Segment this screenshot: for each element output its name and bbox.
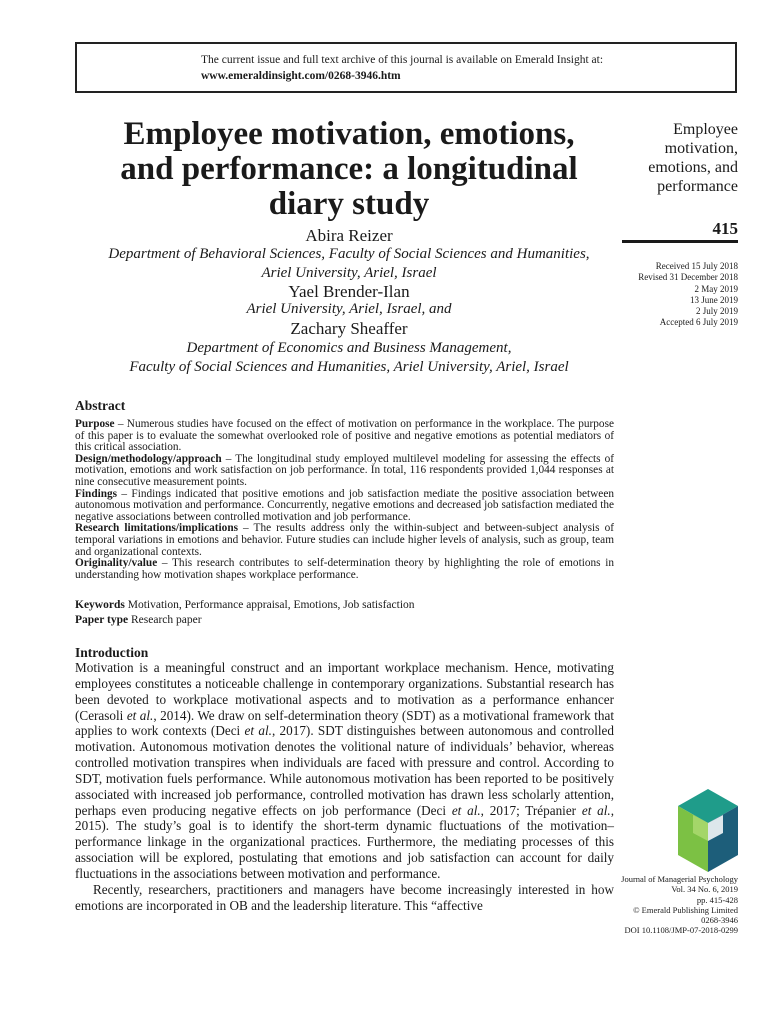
paper-type: Paper type Research paper [75, 614, 202, 626]
author-affiliation: Department of Economics and Business Management, Faculty of Social Sciences and Humanities, Ariel University, Ariel, Israel [129, 340, 569, 375]
abstract-limitations: Research limitations/implications – The results address only the within-subject and between-subject analysis of temporal variations in emotions and behavior. Future studies can include higher levels of analysis, such as group, team and organizational contexts. [75, 522, 614, 558]
author-name: Zachary Sheaffer [290, 319, 408, 338]
paper-title [75, 117, 623, 222]
abstract-purpose: Purpose – Numerous studies have focused on the effect of motivation on performance in the workplace. The purpose of this paper is to evaluate the somewhat overlooked role of positive and negative emotions as potential mediators of this critical association. [75, 418, 614, 454]
author-affiliation: Ariel University, Ariel, Israel, and [246, 301, 452, 317]
author-name: Abira Reizer [305, 226, 393, 245]
page-number: 415 [712, 219, 738, 238]
journal-archive-notice [75, 42, 737, 93]
archive-link[interactable]: www.emeraldinsight.com/0268-3946.htm [201, 70, 401, 82]
keywords: Keywords Motivation, Performance appraisal, Emotions, Job satisfaction [75, 599, 415, 611]
abstract-findings: Findings – Findings indicated that positive emotions and job satisfaction mediate the positive association between autonomous motivation and performance. Concurrently, negative emotions and decreased job satisfaction mediated the negative associations between controlled motivation and job performance. [75, 487, 614, 523]
abstract-heading: Abstract [75, 398, 126, 413]
emerald-logo-icon [678, 789, 738, 872]
author-name: Yael Brender-Ilan [288, 282, 410, 301]
abstract-body [75, 419, 614, 581]
introduction-body [75, 660, 614, 914]
running-title: Employee motivation, emotions, and performance [648, 121, 738, 195]
introduction-heading: Introduction [75, 645, 149, 660]
submission-dates: Received 15 July 2018 Revised 31 December 2018 2 May 2019 13 June 2019 2 July 2019 Accepted 6 July 2019 [638, 261, 738, 328]
author-affiliation: Department of Behavioral Sciences, Faculty of Social Sciences and Humanities, Ariel University, Ariel, Israel [108, 246, 590, 281]
abstract-originality: Originality/value – This research contributes to self-determination theory by highlighting the role of emotions in understanding how motivation shapes workplace performance. [75, 557, 614, 581]
abstract-design: Design/methodology/approach – The longitudinal study employed multilevel modeling for assessing the effects of motivation, emotions and work satisfaction on job performance. In total, 116 respondents provided 1,044 responses at nine consecutive measurement points. [75, 452, 614, 488]
intro-paragraph: Motivation is a meaningful construct and an important workplace mechanism. Hence, motivating employees constitutes a noticeable challenge in contemporary organizations. Substantial research has been devoted to workplace motivational aspects and to motivation as a performance enhancer (Cerasoli et al., 2014). We draw on self-determination theory (SDT) as a motivational framework that applies to work contexts (Deci et al., 2017). SDT distinguishes between autonomous and controlled motivation. Autonomous motivation denotes the volitional nature of individuals’ behavior, whereas controlled motivation transpires when individuals are faced with pressure and control. According to SDT, motivation fuels performance. While autonomous motivation has been reported to be positively associated with increased job performance, controlled motivation has drawn less scholarly attention, perhaps even producing negative effects on job performance (Deci et al., 2017; Trépanier et al., 2015). The study’s goal is to identify the short-term dynamic fluctuations of the motivation–performance linkage in the organizational practices. Furthermore, the mediating processes of this association will be explored, postulating that emotions and job satisfaction can account for daily fluctuations in the associations between motivation and performance. [75, 660, 614, 881]
title-line-1: Employee motivation, emotions, [123, 116, 575, 152]
archive-notice-text: The current issue and full text archive of this journal is available on Emerald Insight at: [201, 54, 604, 66]
title-line-3: diary study [268, 186, 430, 222]
title-line-2: and performance: a longitudinal [120, 151, 578, 187]
sidebar-rule [622, 240, 738, 243]
intro-paragraph: Recently, researchers, practitioners and managers have become increasingly interested in how emotions are incorporated in OB and the leadership literature. This “affective [75, 881, 614, 913]
journal-citation: Journal of Managerial Psychology Vol. 34 No. 6, 2019 pp. 415-428 © Emerald Publishing Limited 0268-3946 DOI 10.1108/JMP-07-2018-0299 [621, 874, 738, 936]
